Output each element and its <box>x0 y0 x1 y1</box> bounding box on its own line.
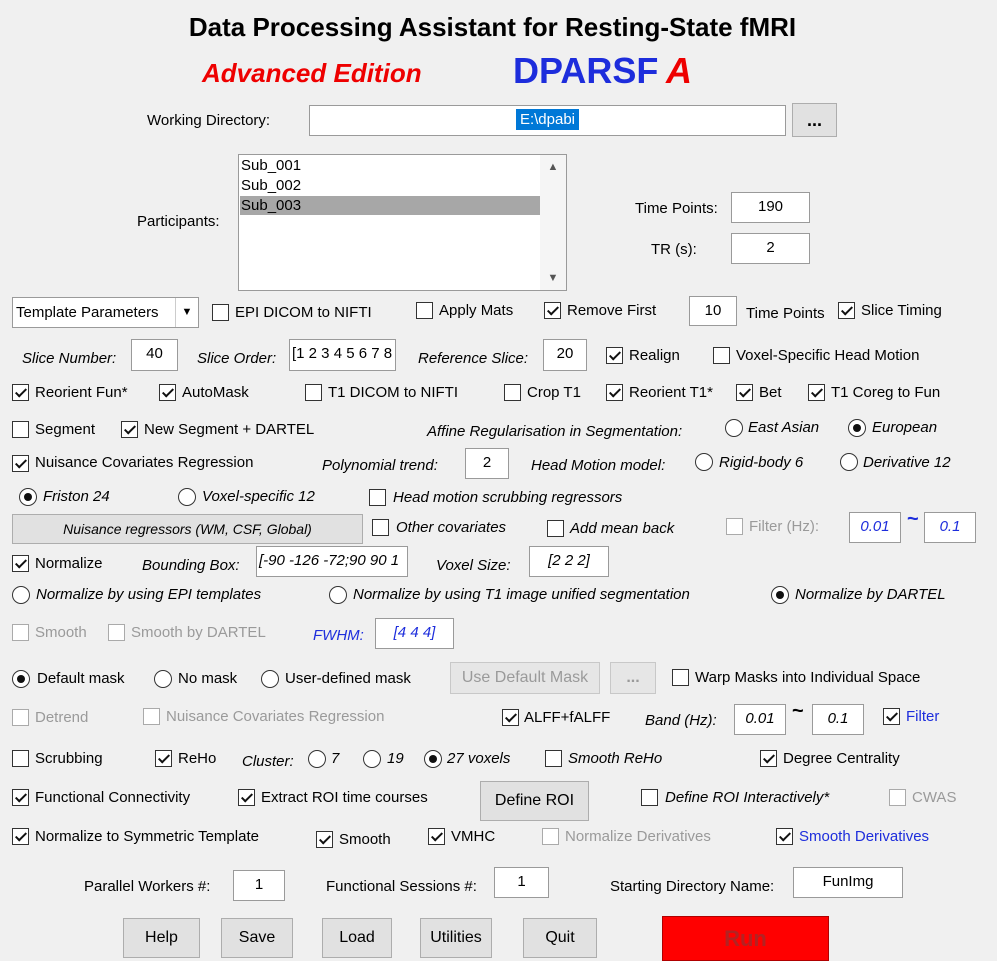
warp-masks-label: Warp Masks into Individual Space <box>695 669 921 686</box>
remove-time-points-label: Time Points <box>746 305 825 322</box>
reorient-t1-checkbox[interactable] <box>606 384 623 401</box>
working-dir-input[interactable] <box>309 105 786 136</box>
utilities-button[interactable]: Utilities <box>420 918 492 958</box>
warp-masks-checkbox[interactable] <box>672 669 689 686</box>
voxel-specific-radio[interactable] <box>178 488 196 506</box>
reorient-fun-checkbox[interactable] <box>12 384 29 401</box>
normalize-label: Normalize <box>35 555 103 572</box>
nuisance-reg-checkbox[interactable] <box>143 708 160 725</box>
cwas-checkbox[interactable] <box>889 789 906 806</box>
bounding-box-label: Bounding Box: <box>142 557 240 574</box>
fwhm-input[interactable]: [4 4 4] <box>375 618 454 649</box>
automask-checkbox[interactable] <box>159 384 176 401</box>
remove-first-checkbox[interactable] <box>544 302 561 319</box>
logo-dparsf: DPARSF <box>513 50 659 91</box>
smooth-reho-label: Smooth ReHo <box>568 750 663 767</box>
filter-tilde: ~ <box>907 508 919 530</box>
slice-order-input[interactable]: [1 2 3 4 5 6 7 8 <box>289 339 396 371</box>
t1-coreg-checkbox[interactable] <box>808 384 825 401</box>
cwas-label: CWAS <box>912 789 957 806</box>
vmhc-label: VMHC <box>451 828 496 845</box>
dartel-radio[interactable] <box>771 586 789 604</box>
slice-number-label: Slice Number: <box>22 350 117 367</box>
list-scrollbar[interactable] <box>540 155 566 290</box>
no-mask-radio[interactable] <box>154 670 172 688</box>
scrubbing-regressors-checkbox[interactable] <box>369 489 386 506</box>
normalize-checkbox[interactable] <box>12 555 29 572</box>
epi-templates-label: Normalize by using EPI templates <box>36 586 262 603</box>
use-default-mask-button[interactable]: Use Default Mask <box>450 662 600 694</box>
load-button[interactable]: Load <box>322 918 392 958</box>
cluster-27-radio[interactable] <box>424 750 442 768</box>
smooth-reho-checkbox[interactable] <box>545 750 562 767</box>
app-title: Data Processing Assistant for Resting-State fMRI <box>188 12 797 42</box>
browse-dir-button[interactable]: ... <box>792 103 837 137</box>
sessions-input[interactable]: 1 <box>494 867 549 898</box>
smooth-deriv-label: Smooth Derivatives <box>799 828 930 845</box>
t1-dicom-checkbox[interactable] <box>305 384 322 401</box>
quit-button[interactable]: Quit <box>523 918 597 958</box>
slice-order-label: Slice Order: <box>197 350 277 367</box>
vmhc-checkbox[interactable] <box>428 828 445 845</box>
list-item-selected[interactable]: Sub_003 <box>240 196 541 215</box>
norm-deriv-label: Normalize Derivatives <box>565 828 711 845</box>
nuisance-checkbox[interactable] <box>12 455 29 472</box>
t1-unified-radio[interactable] <box>329 586 347 604</box>
norm-deriv-checkbox[interactable] <box>542 828 559 845</box>
extract-roi-label: Extract ROI time courses <box>261 789 428 806</box>
apply-mats-label: Apply Mats <box>439 302 514 319</box>
dartel-label: Normalize by DARTEL <box>795 586 946 603</box>
bounding-box-input[interactable]: [-90 -126 -72;90 90 1 <box>256 546 408 577</box>
new-segment-label: New Segment + DARTEL <box>144 421 315 438</box>
sessions-label: Functional Sessions #: <box>326 878 477 895</box>
define-interactive-label: Define ROI Interactively* <box>665 789 830 806</box>
european-label: European <box>872 419 938 436</box>
start-dir-input[interactable]: FunImg <box>793 867 903 898</box>
tr-input[interactable]: 2 <box>731 233 810 264</box>
cluster-19-radio[interactable] <box>363 750 381 768</box>
fc-checkbox[interactable] <box>12 789 29 806</box>
polynomial-input[interactable]: 2 <box>465 448 509 479</box>
t1-dicom-label: T1 DICOM to NIFTI <box>328 384 459 401</box>
degree-label: Degree Centrality <box>783 750 900 767</box>
filter-high-input[interactable]: 0.1 <box>924 512 976 543</box>
mask-browse-button[interactable]: ... <box>610 662 656 694</box>
derivative-radio[interactable] <box>840 453 858 471</box>
filter-checkbox[interactable] <box>726 518 743 535</box>
other-covariates-checkbox[interactable] <box>372 519 389 536</box>
alff-checkbox[interactable] <box>502 709 519 726</box>
logo-suffix: A <box>666 50 692 91</box>
save-button[interactable]: Save <box>221 918 293 958</box>
derivative-label: Derivative 12 <box>863 454 951 471</box>
nuisance-reg-label: Nuisance Covariates Regression <box>166 708 385 725</box>
band-filter-label: Filter <box>906 708 940 725</box>
extract-roi-checkbox[interactable] <box>238 789 255 806</box>
degree-checkbox[interactable] <box>760 750 777 767</box>
user-mask-radio[interactable] <box>261 670 279 688</box>
realign-label: Realign <box>629 347 680 364</box>
segment-label: Segment <box>35 421 96 438</box>
define-roi-button[interactable]: Define ROI <box>480 781 589 821</box>
smooth-dartel-label: Smooth by DARTEL <box>131 624 266 641</box>
alff-label: ALFF+fALFF <box>524 709 611 726</box>
polynomial-label: Polynomial trend: <box>322 457 438 474</box>
voxel-specific-label: Voxel-specific 12 <box>202 488 315 505</box>
nuisance-regressors-button[interactable]: Nuisance regressors (WM, CSF, Global) <box>12 514 363 544</box>
head-model-label: Head Motion model: <box>531 457 666 474</box>
remove-first-input[interactable]: 10 <box>689 296 737 326</box>
automask-label: AutoMask <box>182 384 249 401</box>
cluster-19-label: 19 <box>387 750 404 767</box>
scrubbing-regressors-label: Head motion scrubbing regressors <box>393 489 623 506</box>
participants-label: Participants: <box>137 213 220 230</box>
reho-checkbox[interactable] <box>155 750 172 767</box>
reho-label: ReHo <box>178 750 217 767</box>
user-mask-label: User-defined mask <box>285 670 411 687</box>
parallel-workers-input[interactable]: 1 <box>233 870 285 901</box>
band-low-input[interactable]: 0.01 <box>734 704 786 735</box>
smooth-dartel-checkbox[interactable] <box>108 624 125 641</box>
fc-label: Functional Connectivity <box>35 789 191 806</box>
cluster-27-label: 27 voxels <box>447 750 511 767</box>
start-dir-label: Starting Directory Name: <box>610 878 775 895</box>
template-select[interactable] <box>12 297 199 328</box>
scroll-up-icon[interactable]: ▲ <box>547 161 559 173</box>
bet-checkbox[interactable] <box>736 384 753 401</box>
edition-label: Advanced Edition <box>202 58 422 88</box>
reference-slice-label: Reference Slice: <box>418 350 529 367</box>
apply-mats-checkbox[interactable] <box>416 302 433 319</box>
list-item[interactable]: Sub_002 <box>241 177 302 194</box>
smooth-checkbox[interactable] <box>12 624 29 641</box>
working-dir-value: E:\dpabi <box>516 109 579 130</box>
epi-dicom-checkbox[interactable] <box>212 304 229 321</box>
filter-label: Filter (Hz): <box>749 518 819 535</box>
norm-sym-label: Normalize to Symmetric Template <box>35 828 259 845</box>
norm-sym-checkbox[interactable] <box>12 828 29 845</box>
vmhc-smooth-label: Smooth <box>339 831 391 848</box>
reference-slice-input[interactable]: 20 <box>543 339 587 371</box>
working-dir-label: Working Directory: <box>147 112 271 129</box>
east-asian-label: East Asian <box>748 419 820 436</box>
scroll-down-icon[interactable]: ▼ <box>547 272 559 284</box>
reorient-fun-label: Reorient Fun* <box>35 384 128 401</box>
filter-low-input[interactable]: 0.01 <box>849 512 901 543</box>
t1-coreg-label: T1 Coreg to Fun <box>831 384 941 401</box>
realign-checkbox[interactable] <box>606 347 623 364</box>
band-tilde: ~ <box>792 700 804 722</box>
epi-templates-radio[interactable] <box>12 586 30 604</box>
voxel-size-label: Voxel Size: <box>436 557 511 574</box>
scrubbing-checkbox[interactable] <box>12 750 29 767</box>
crop-t1-label: Crop T1 <box>527 384 581 401</box>
cluster-label: Cluster: <box>242 753 294 770</box>
no-mask-label: No mask <box>178 670 238 687</box>
nuisance-label: Nuisance Covariates Regression <box>35 454 254 471</box>
list-item[interactable]: Sub_001 <box>241 157 302 174</box>
voxel-size-input[interactable]: [2 2 2] <box>529 546 609 577</box>
reorient-t1-label: Reorient T1* <box>629 384 713 401</box>
time-points-label: Time Points: <box>635 200 718 217</box>
participants-list[interactable] <box>238 154 567 291</box>
chevron-down-icon[interactable]: ▼ <box>175 298 198 327</box>
crop-t1-checkbox[interactable] <box>504 384 521 401</box>
t1-unified-label: Normalize by using T1 image unified segmentation <box>353 586 690 603</box>
friston-label: Friston 24 <box>43 488 110 505</box>
detrend-checkbox[interactable] <box>12 709 29 726</box>
detrend-label: Detrend <box>35 709 89 726</box>
epi-dicom-label: EPI DICOM to NIFTI <box>235 304 372 321</box>
slice-number-input[interactable]: 40 <box>131 339 178 371</box>
band-label: Band (Hz): <box>645 712 717 729</box>
define-interactive-checkbox[interactable] <box>641 789 658 806</box>
bet-label: Bet <box>759 384 782 401</box>
slice-timing-label: Slice Timing <box>861 302 942 319</box>
band-filter-checkbox[interactable] <box>883 708 900 725</box>
add-mean-checkbox[interactable] <box>547 520 564 537</box>
default-mask-radio[interactable] <box>12 670 30 688</box>
template-select-value: Template Parameters <box>16 304 159 321</box>
new-segment-checkbox[interactable] <box>121 421 138 438</box>
smooth-label: Smooth <box>35 624 87 641</box>
parallel-workers-label: Parallel Workers #: <box>84 878 211 895</box>
rigid-body-radio[interactable] <box>695 453 713 471</box>
run-button[interactable]: Run <box>662 916 829 961</box>
help-button[interactable]: Help <box>123 918 200 958</box>
slice-timing-checkbox[interactable] <box>838 302 855 319</box>
rigid-body-label: Rigid-body 6 <box>719 454 804 471</box>
tr-label: TR (s): <box>651 241 697 258</box>
friston-radio[interactable] <box>19 488 37 506</box>
vmhc-smooth-checkbox[interactable] <box>316 831 333 848</box>
cluster-7-radio[interactable] <box>308 750 326 768</box>
affine-label: Affine Regularisation in Segmentation: <box>427 423 683 440</box>
other-covariates-label: Other covariates <box>396 519 507 536</box>
voxel-head-motion-checkbox[interactable] <box>713 347 730 364</box>
smooth-deriv-checkbox[interactable] <box>776 828 793 845</box>
remove-first-label: Remove First <box>567 302 657 319</box>
default-mask-label: Default mask <box>37 670 125 687</box>
time-points-input[interactable]: 190 <box>731 192 810 223</box>
fwhm-label: FWHM: <box>313 627 364 644</box>
add-mean-label: Add mean back <box>570 520 675 537</box>
cluster-7-label: 7 <box>331 750 340 767</box>
band-high-input[interactable]: 0.1 <box>812 704 864 735</box>
scrubbing-label: Scrubbing <box>35 750 103 767</box>
voxel-head-motion-label: Voxel-Specific Head Motion <box>736 347 920 364</box>
segment-checkbox[interactable] <box>12 421 29 438</box>
european-radio[interactable] <box>848 419 866 437</box>
east-asian-radio[interactable] <box>725 419 743 437</box>
